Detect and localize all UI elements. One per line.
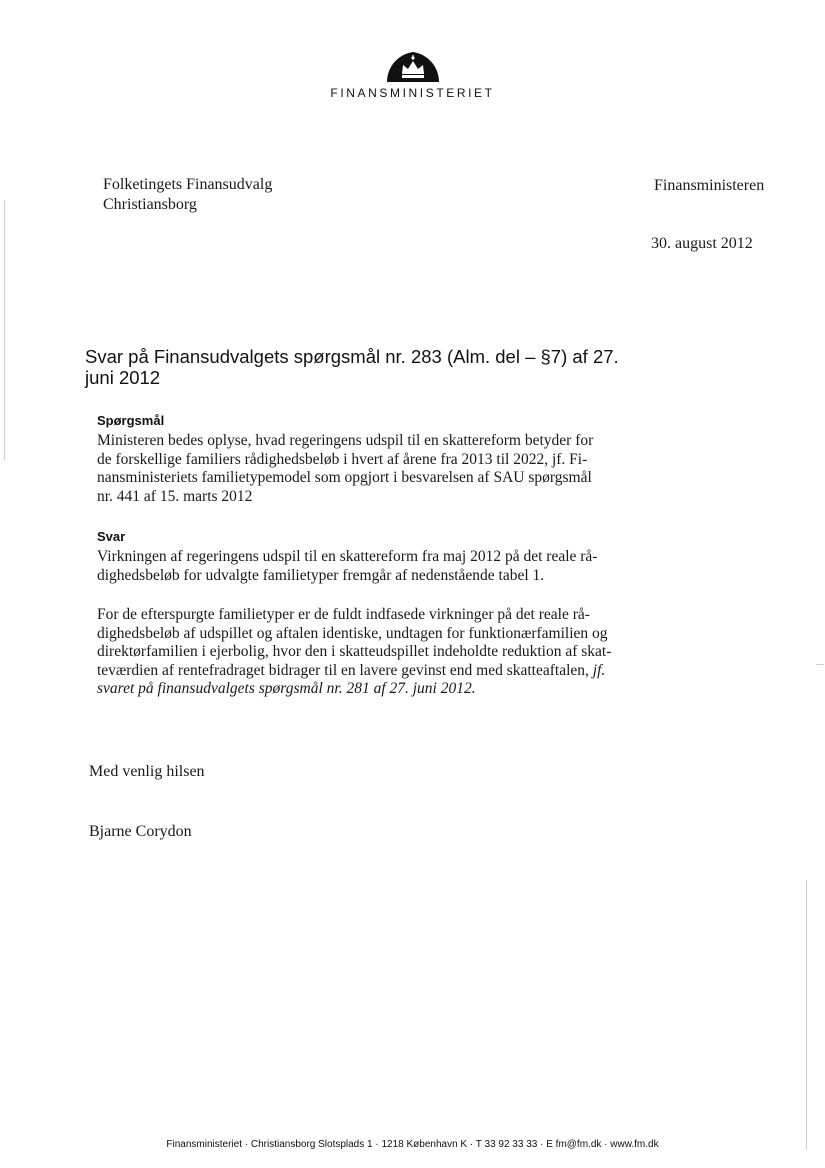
answer-line: For de efterspurgte familietyper er de fuldt indfasede virkninger på det reale rå- xyxy=(97,606,590,623)
answer-line: Virkningen af regeringens udspil til en skattereform fra maj 2012 på det reale rå- xyxy=(97,548,598,565)
closing-greeting: Med venlig hilsen xyxy=(89,763,205,780)
scan-edge-left xyxy=(4,200,5,460)
scan-mark-right xyxy=(816,664,824,665)
answer-line: direktørfamilien i ejerbolig, hvor den i skatteudspillet indeholdte reduktion af skat- xyxy=(97,643,612,660)
answer-paragraph-2 xyxy=(97,606,611,699)
answer-line: dighedsbeløb for udvalgte familietyper fremgår af nedenstående tabel 1. xyxy=(97,566,545,584)
recipient-line-2: Christiansborg xyxy=(103,196,197,213)
question-heading: Spørgsmål xyxy=(97,413,165,428)
answer-paragraph-1 xyxy=(97,548,597,585)
question-line: nr. 441 af 15. marts 2012 xyxy=(97,487,253,505)
letter-subject: Svar på Finansudvalgets spørgsmål nr. 283 (Alm. del – §7) af 27. juni 2012 xyxy=(85,346,619,388)
answer-line-text: teværdien af rentefradraget bidrager til en lavere gevinst end med skatteaftalen, xyxy=(97,661,589,679)
answer-line: dighedsbeløb af udspillet og aftalen identiske, undtagen for funktionærfamilien og xyxy=(97,624,608,642)
question-line: Ministeren bedes oplyse, hvad regeringens udspil til en skattereform betyder for xyxy=(97,432,594,449)
recipient-line-1: Folketingets Finansudvalg xyxy=(103,176,273,193)
recipient-address xyxy=(103,175,272,215)
scan-edge-right xyxy=(806,880,807,1150)
question-line: nansministeriets familietypemodel som opgjort i besvarelsen af SAU spørgsmål xyxy=(97,469,592,486)
reference-jf: jf. xyxy=(588,661,606,679)
answer-line xyxy=(97,662,611,681)
signature-name: Bjarne Corydon xyxy=(89,823,192,840)
footer-contact: Finansministeriet · Christiansborg Slotsplads 1 · 1218 København K · T 33 92 33 33 · E fm@fm.dk · www.fm.dk xyxy=(166,1139,659,1150)
crown-emblem-icon xyxy=(385,48,441,84)
question-line: de forskellige familiers rådighedsbeløb i hvert af årene fra 2013 til 2022, jf. Fi- xyxy=(97,450,588,468)
ministry-name: FINANSMINISTERIET xyxy=(330,86,495,100)
answer-heading: Svar xyxy=(97,529,126,544)
sender-name: Finansministeren xyxy=(654,177,765,194)
letter-date: 30. august 2012 xyxy=(651,235,753,252)
reference-citation: svaret på finansudvalgets spørgsmål nr. 281 af 27. juni 2012. xyxy=(97,680,476,697)
question-text xyxy=(97,432,593,506)
